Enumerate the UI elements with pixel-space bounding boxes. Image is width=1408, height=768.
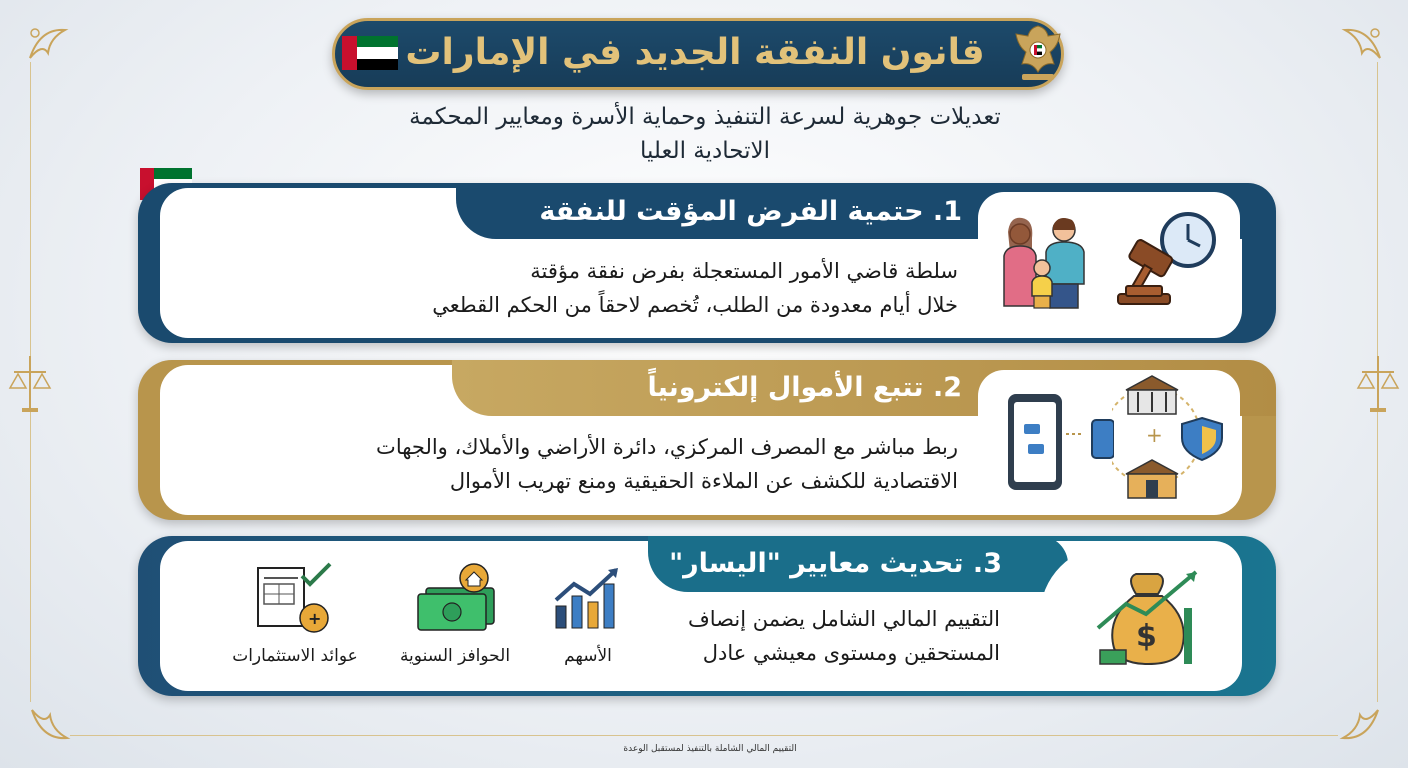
svg-text:+: + <box>1146 423 1163 447</box>
phone-transfer-icon <box>1004 390 1114 494</box>
gavel-clock-icon <box>1112 208 1224 312</box>
corner-ornament-icon <box>1328 690 1388 750</box>
annual-bonus-label: الحوافز السنوية <box>399 646 511 666</box>
svg-text:$: $ <box>1136 619 1157 654</box>
family-icon <box>998 212 1094 312</box>
stocks-label: الأسهم <box>564 646 612 666</box>
corner-ornament-icon <box>1330 18 1390 78</box>
section-2-title: 2. تتبع الأموال إلكترونياً <box>647 372 962 403</box>
investment-returns-label: عوائد الاستثمارات <box>232 646 358 666</box>
page-subtitle: تعديلات جوهرية لسرعة التنفيذ وحماية الأسرة ومعايير المحكمة الاتحادية العليا <box>409 104 1001 164</box>
page-title: قانون النفقة الجديد في الإمارات <box>405 32 985 73</box>
frame-bottom-line <box>70 735 1338 736</box>
section-2-text-line-1: ربط مباشر مع المصرف المركزي، دائرة الأراضي والأملاك، والجهات <box>376 435 958 459</box>
stocks-chart-icon <box>552 566 624 632</box>
bank-network-icon <box>1112 372 1230 502</box>
uae-emblem-icon <box>1008 20 1068 84</box>
scales-of-justice-icon <box>8 350 52 420</box>
section-1-text-line-2: خلال أيام معدودة من الطلب، تُخصم لاحقاً من الحكم القطعي <box>432 293 958 317</box>
scales-of-justice-icon <box>1356 350 1400 420</box>
investment-returns-icon <box>254 562 334 636</box>
corner-ornament-icon <box>22 690 82 750</box>
section-1-text-line-1: سلطة قاضي الأمور المستعجلة بفرض نفقة مؤقتة <box>530 259 958 283</box>
section-3-text-line-2: المستحقين ومستوى معيشي عادل <box>702 641 1000 665</box>
section-3-title: 3. تحديث معايير "اليسار" <box>669 548 1002 579</box>
section-2-text-line-2: الاقتصادية للكشف عن الملاءة الحقيقية ومنع تهريب الأموال <box>449 469 958 493</box>
section-1-title: 1. حتمية الفرض المؤقت للنفقة <box>539 196 962 227</box>
money-bag-growth-icon <box>1096 568 1208 668</box>
section-3-text-line-1: التقييم المالي الشامل يضمن إنصاف <box>688 607 1000 631</box>
cash-bonus-icon <box>414 562 498 632</box>
corner-ornament-icon <box>20 18 80 78</box>
uae-flag-icon <box>342 36 398 70</box>
footer-caption: التقييم المالي الشاملة بالتنفيذ لمستقبل الوعدة <box>623 744 797 754</box>
svg-text:+: + <box>308 609 322 628</box>
